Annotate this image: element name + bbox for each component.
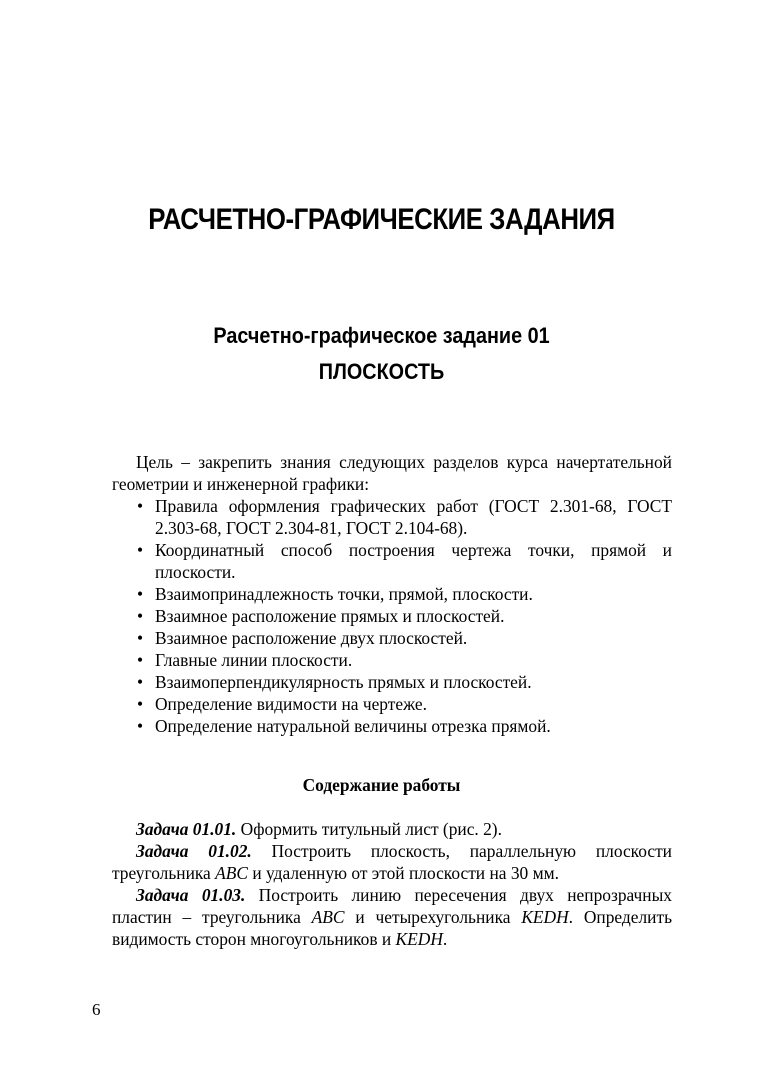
bullet-icon: • <box>137 540 144 560</box>
task-label: Задача 01.03. <box>136 885 246 905</box>
list-item-text: Определение натуральной величины отрезка прямой. <box>155 716 551 736</box>
task-text: . <box>442 929 448 949</box>
list-item-text: Взаимное расположение двух плоскостей. <box>155 628 468 648</box>
list-item <box>137 539 672 583</box>
list-item-text: Правила оформления графических работ (ГОСТ 2.301-68, ГОСТ 2.303-68, ГОСТ 2.304-81, ГОСТ 2.104-68). <box>155 496 672 538</box>
list-item <box>137 649 672 671</box>
task-text: Оформить титульный лист (рис. 2). <box>236 819 502 839</box>
list-item <box>137 671 672 693</box>
topics-list <box>137 495 672 737</box>
task-label: Задача 01.01. <box>136 819 237 839</box>
task-text: Построить линию пересечения двух непрозрачных пластин – треугольника <box>112 885 672 927</box>
task-text: . Определить видимость сторон многоугольников и <box>112 907 672 949</box>
task-italic-term: KEDH <box>395 929 443 949</box>
tasks-section <box>112 818 672 950</box>
list-item <box>137 627 672 649</box>
task-text: Построить плоскость, параллельную плоскости треугольника <box>112 841 672 883</box>
list-item <box>137 495 672 539</box>
bullet-icon: • <box>137 628 144 648</box>
goal-paragraph: Цель – закрепить знания следующих разделов курса начертательной геометрии и инженерной графики: <box>112 452 672 494</box>
task-italic-term: ABC <box>311 907 345 927</box>
task-paragraph <box>112 840 672 884</box>
bullet-icon: • <box>137 672 144 692</box>
page-number: 6 <box>92 1000 101 1019</box>
bullet-icon: • <box>137 650 144 670</box>
list-item <box>137 715 672 737</box>
assignment-subtitle: ПЛОСКОСТЬ <box>318 359 445 384</box>
list-item <box>137 693 672 715</box>
list-item-text: Определение видимости на чертеже. <box>155 694 427 714</box>
task-italic-term: ABC <box>215 863 248 883</box>
task-text: и четырехугольника <box>344 907 522 927</box>
list-item-text: Координатный способ построения чертежа точки, прямой и плоскости. <box>155 540 672 582</box>
list-item-text: Взаимное расположение прямых и плоскостей. <box>155 606 505 626</box>
bullet-icon: • <box>137 606 144 626</box>
bullet-icon: • <box>137 496 144 516</box>
list-item-text: Взаимопринадлежность точки, прямой, плоскости. <box>155 584 533 604</box>
list-item <box>137 605 672 627</box>
task-italic-term: KEDH <box>521 907 569 927</box>
task-paragraph <box>112 818 672 840</box>
list-item-text: Главные линии плоскости. <box>155 650 353 670</box>
main-title: РАСЧЕТНО-ГРАФИЧЕСКИЕ ЗАДАНИЯ <box>148 203 615 236</box>
task-paragraph <box>112 884 672 950</box>
task-label: Задача 01.02. <box>136 841 252 861</box>
list-item-text: Взаимоперпендикулярность прямых и плоскостей. <box>155 672 532 692</box>
bullet-icon: • <box>137 694 144 714</box>
assignment-title: Расчетно-графическое задание 01 <box>213 323 550 348</box>
bullet-icon: • <box>137 716 144 736</box>
bullet-icon: • <box>137 584 144 604</box>
content-heading: Содержание работы <box>302 775 461 795</box>
task-text: и удаленную от этой плоскости на 30 мм. <box>248 863 559 883</box>
list-item <box>137 583 672 605</box>
